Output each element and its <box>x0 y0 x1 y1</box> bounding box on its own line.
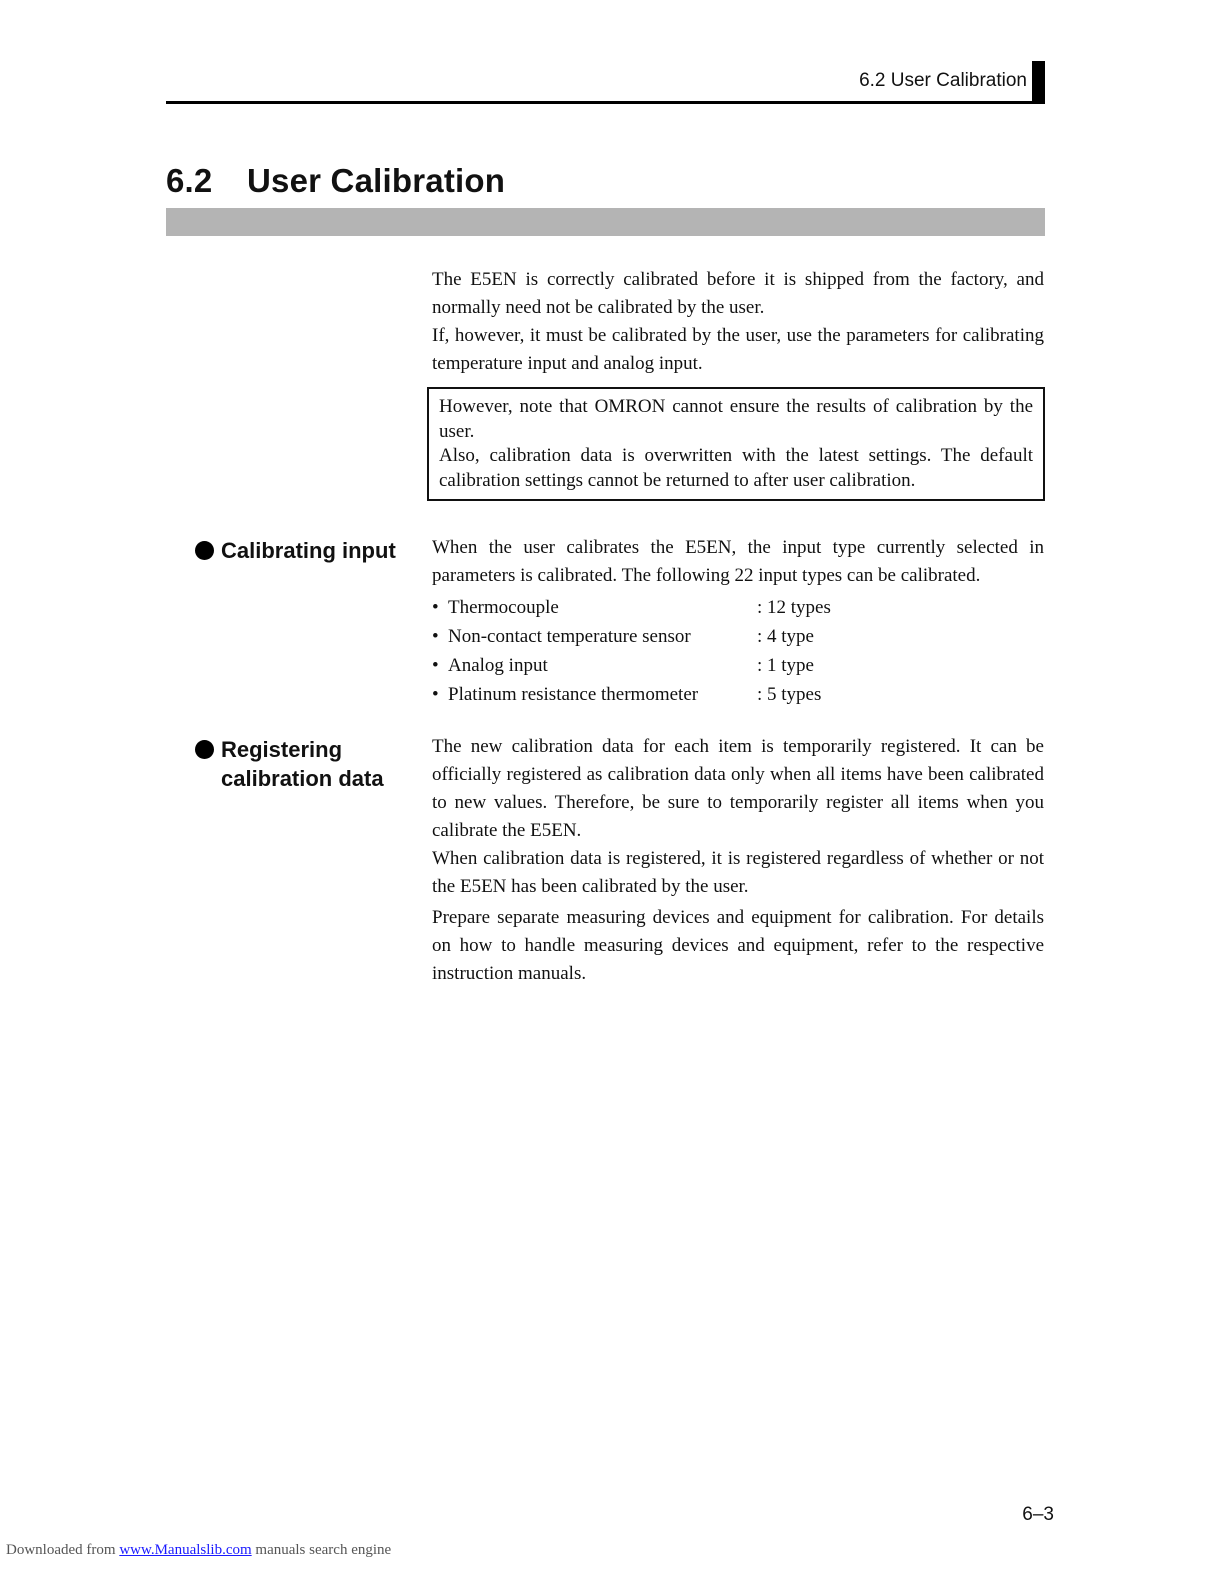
list-item <box>432 680 1044 709</box>
download-footer <box>6 1542 391 1559</box>
section-title <box>166 162 505 200</box>
note-paragraph-1: However, note that OMRON cannot ensure the results of calibration by the user. <box>439 396 1033 442</box>
input-type-name: Thermocouple <box>448 597 559 618</box>
section-title-text: User Calibration <box>247 162 506 199</box>
list-item <box>432 651 1044 680</box>
registering-heading-line2: calibration data <box>221 766 384 791</box>
header-tab-marker <box>1032 61 1045 104</box>
list-bullet-icon: • <box>432 626 439 647</box>
list-bullet-icon: • <box>432 684 439 705</box>
intro-text <box>432 266 1044 378</box>
page-number: 6–3 <box>1022 1504 1054 1525</box>
input-type-name: Platinum resistance thermometer <box>448 684 699 705</box>
registering-paragraph-2: When calibration data is registered, it is registered regardless of whether or not the E5EN has been calibrated by the user. <box>432 848 1044 897</box>
registering-heading <box>195 735 384 793</box>
input-type-count: : 12 types <box>757 597 831 618</box>
manualslib-link[interactable]: www.Manualslib.com <box>119 1542 252 1558</box>
input-type-list <box>432 593 1044 709</box>
section-number: 6.2 <box>166 162 213 199</box>
list-item <box>432 622 1044 651</box>
registering-heading-line1: Registering <box>221 737 343 762</box>
footer-prefix: Downloaded from <box>6 1542 120 1558</box>
section-title-bar <box>166 208 1045 236</box>
caution-note-box <box>427 387 1045 501</box>
calibrating-input-paragraph: When the user calibrates the E5EN, the input type currently selected in parameters is calibrated. The following 22 input types can be calibrated. <box>432 537 1044 586</box>
intro-paragraph-1: The E5EN is correctly calibrated before it is shipped from the factory, and normally need not be calibrated by the user. <box>432 269 1044 318</box>
input-type-name: Non-contact temperature sensor <box>448 626 691 647</box>
registering-paragraph-1: The new calibration data for each item is temporarily registered. It can be officially registered as calibration data only when all items have been calibrated to new values. Therefore, be sure to temporarily register all items when you calibrate the E5EN. <box>432 736 1044 841</box>
header-rule <box>166 101 1045 104</box>
registering-text <box>432 733 1044 988</box>
input-type-count: : 4 type <box>757 626 814 647</box>
list-bullet-icon: • <box>432 597 439 618</box>
registering-paragraph-3: Prepare separate measuring devices and equipment for calibration. For details on how to handle measuring devices and equipment, refer to the respective instruction manuals. <box>432 907 1044 984</box>
bullet-dot-icon <box>195 541 214 560</box>
input-type-name: Analog input <box>448 655 548 676</box>
list-item <box>432 593 1044 622</box>
calibrating-input-text <box>432 534 1044 590</box>
bullet-dot-icon <box>195 740 214 759</box>
calibrating-input-heading-text: Calibrating input <box>221 538 396 563</box>
input-type-count: : 5 types <box>757 684 822 705</box>
input-type-count: : 1 type <box>757 655 814 676</box>
note-paragraph-2: Also, calibration data is overwritten with the latest settings. The default calibration settings cannot be returned to after user calibration. <box>439 445 1033 491</box>
list-bullet-icon: • <box>432 655 439 676</box>
intro-paragraph-2: If, however, it must be calibrated by the user, use the parameters for calibrating temperature input and analog input. <box>432 325 1044 374</box>
calibrating-input-heading <box>195 536 396 565</box>
running-header: 6.2 User Calibration <box>859 70 1027 91</box>
footer-suffix: manuals search engine <box>251 1542 392 1558</box>
